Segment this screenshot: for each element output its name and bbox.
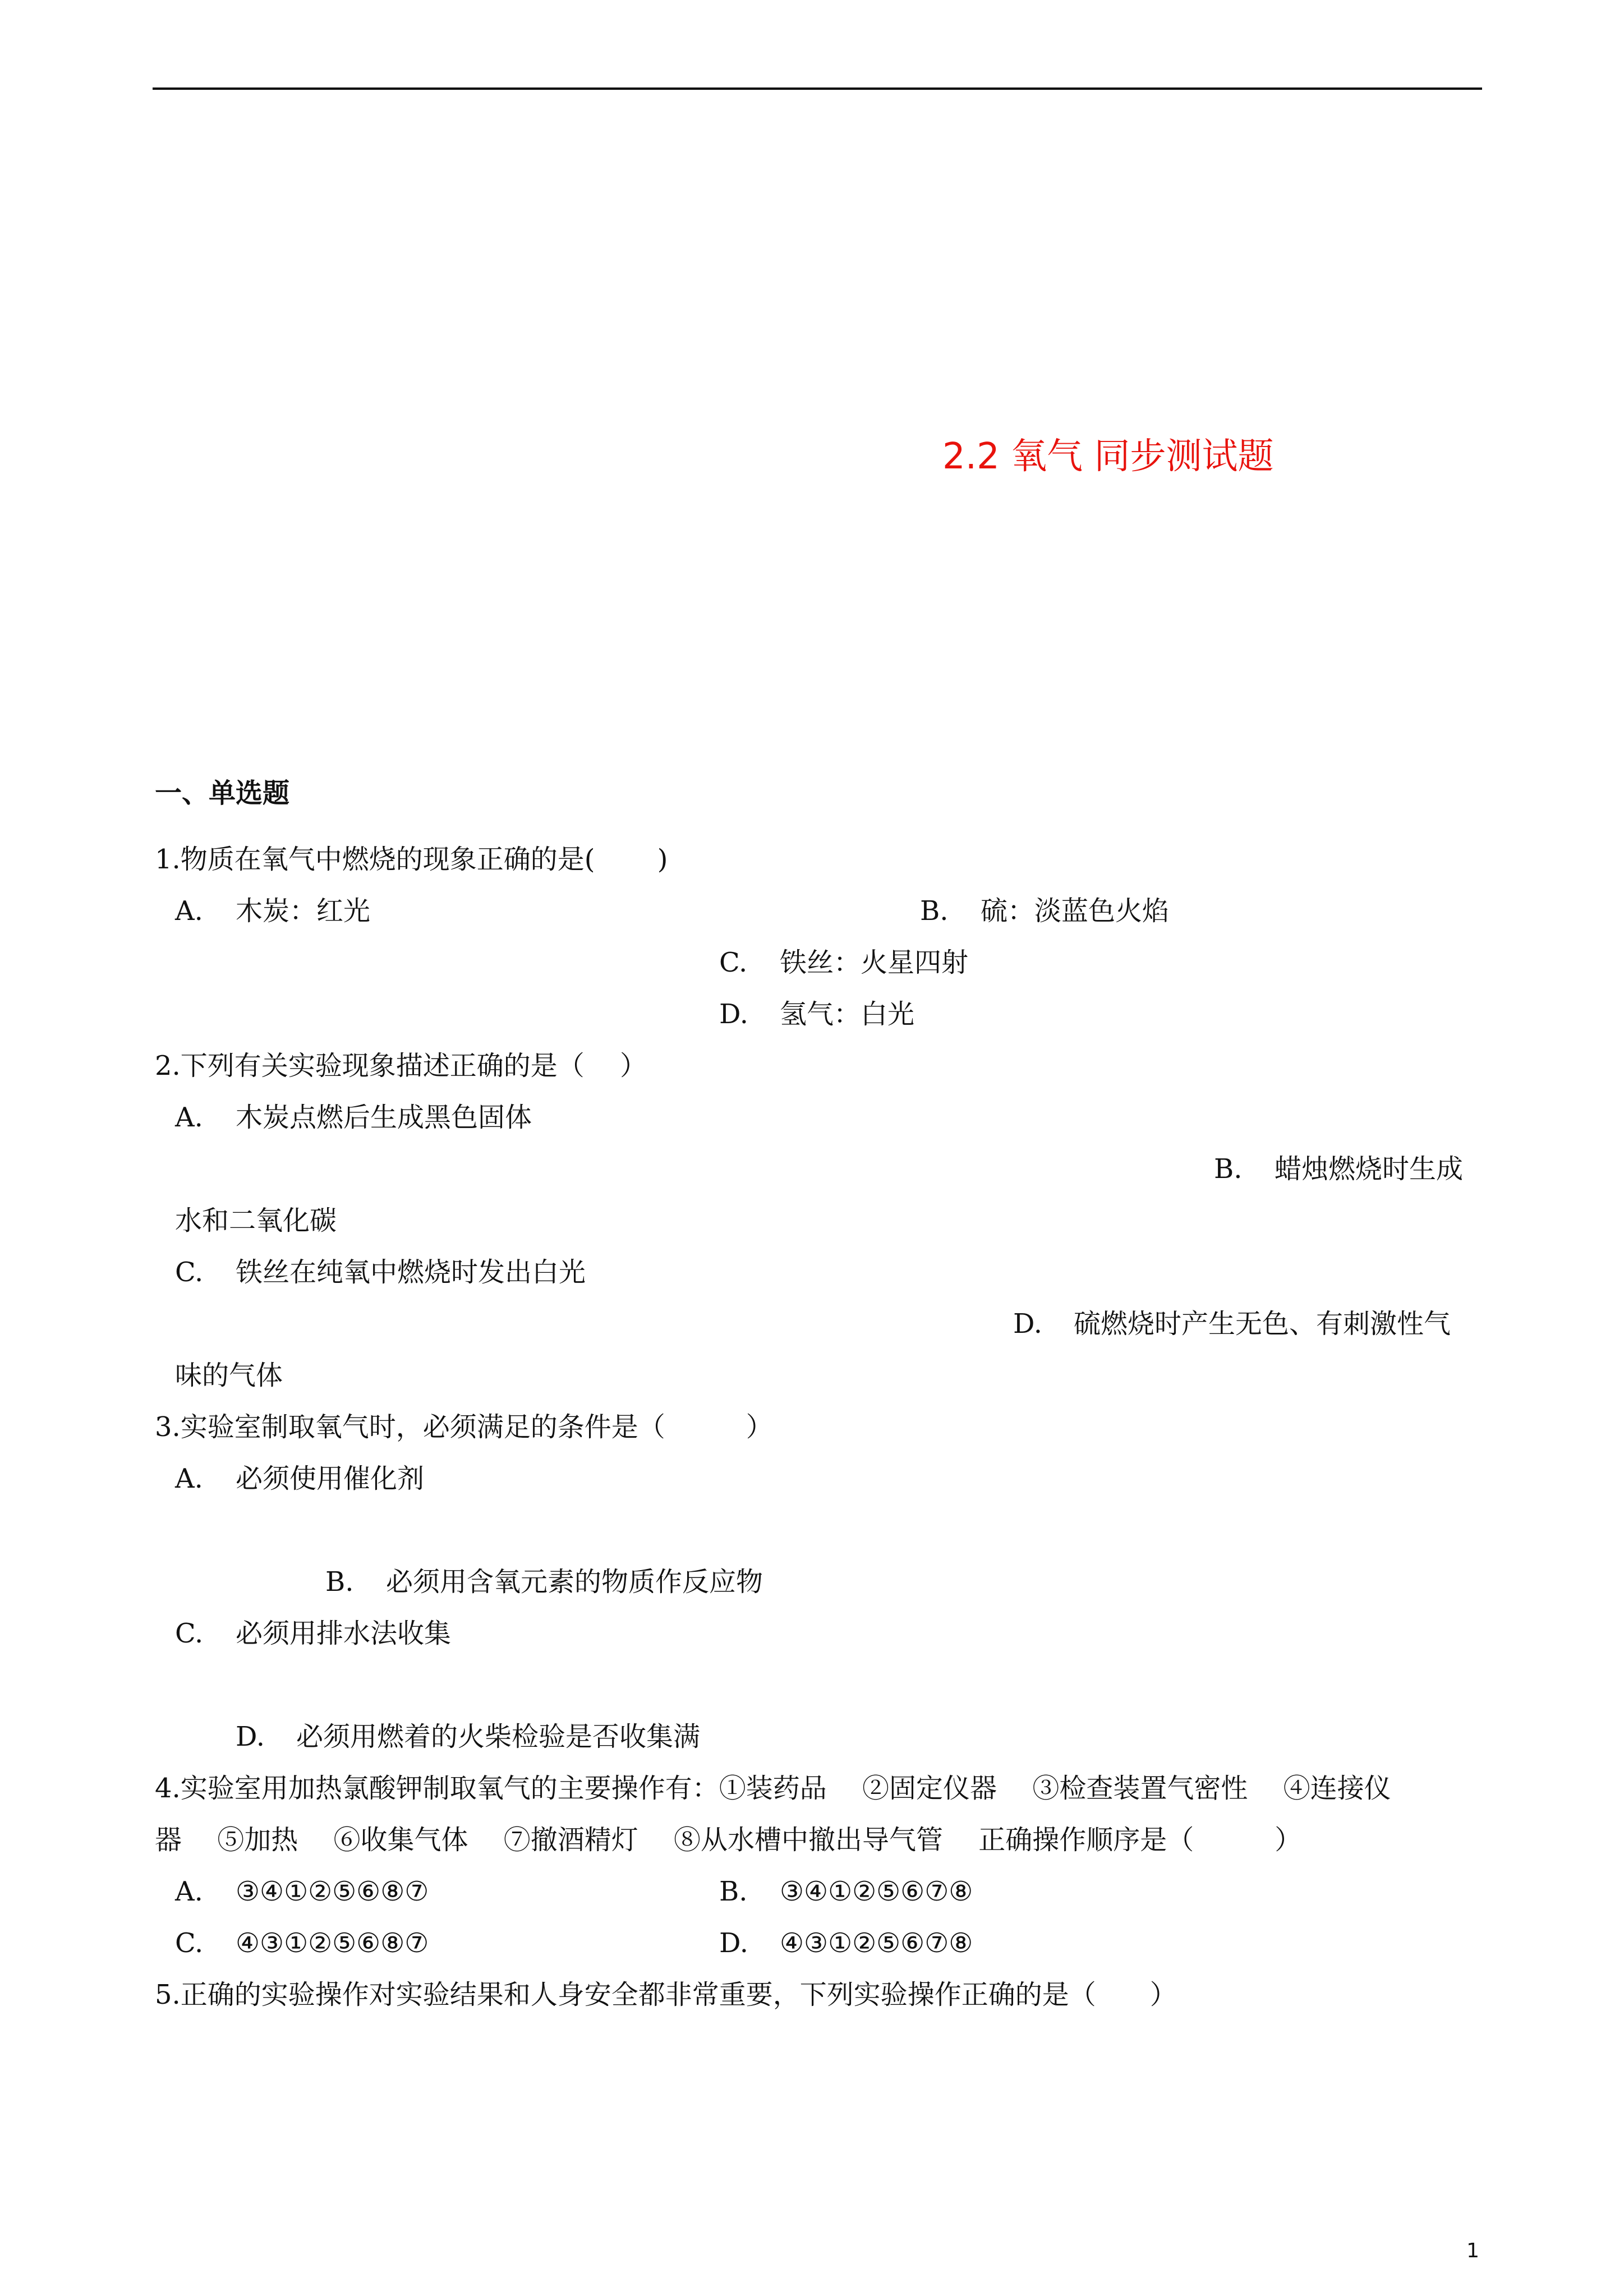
option-text: 必须用燃着的火柴检验是否收集满: [296, 1721, 701, 1752]
question-1-option-d: [719, 997, 914, 1031]
question-3-stem: 3.实验室制取氧气时，必须满足的条件是（ ）: [155, 1411, 773, 1443]
option-text: 必须用排水法收集: [236, 1618, 452, 1649]
question-2-option-a: [175, 1101, 532, 1134]
option-text: 木炭：红光: [236, 895, 371, 927]
option-letter: C.: [719, 947, 748, 978]
page-title: 2.2 氧气 同步测试题: [942, 436, 1274, 477]
question-1-option-b: [920, 894, 1169, 928]
question-3-option-b: [325, 1565, 763, 1599]
option-text: 必须用含氧元素的物质作反应物: [386, 1566, 763, 1598]
option-letter: D.: [719, 1927, 749, 1959]
question-2-option-c: [175, 1255, 586, 1289]
question-3-option-c: [175, 1617, 451, 1650]
question-4-stem-line-2: 器 ⑤加热 ⑥收集气体 ⑦撤酒精灯 ⑧从水槽中撤出导气管 正确操作顺序是（ ）: [155, 1824, 1302, 1856]
question-4-option-b: [719, 1875, 973, 1908]
page-number: 1: [1466, 2239, 1479, 2262]
header-rule: [153, 88, 1482, 90]
option-letter: B.: [719, 1876, 748, 1907]
option-letter: A.: [175, 895, 203, 927]
question-3-option-d: [236, 1720, 700, 1754]
question-2-option-d: [1013, 1307, 1451, 1341]
option-text: 铁丝：火星四射: [780, 947, 969, 978]
option-text: ④③①②⑤⑥⑦⑧: [780, 1927, 973, 1959]
question-2-option-d-continued: 味的气体: [175, 1360, 283, 1391]
option-text: 铁丝在纯氧中燃烧时发出白光: [236, 1257, 586, 1288]
section-heading: 一、单选题: [155, 777, 290, 809]
option-letter: D.: [1013, 1308, 1043, 1340]
option-letter: B.: [1214, 1153, 1243, 1185]
option-letter: D.: [236, 1721, 265, 1752]
option-letter: A.: [175, 1876, 203, 1907]
option-text: 木炭点燃后生成黑色固体: [236, 1102, 532, 1133]
option-text: 氢气：白光: [780, 999, 915, 1030]
option-text: ③④①②⑤⑥⑦⑧: [780, 1876, 973, 1907]
question-2-option-b-continued: 水和二氧化碳: [175, 1205, 337, 1236]
option-text: 蜡烛燃烧时生成: [1275, 1153, 1464, 1185]
option-letter: C.: [175, 1927, 204, 1959]
option-letter: B.: [325, 1566, 354, 1598]
question-1-stem: 1.物质在氧气中燃烧的现象正确的是( ): [155, 844, 668, 875]
option-text: ④③①②⑤⑥⑧⑦: [236, 1927, 429, 1959]
question-4-option-c: [175, 1926, 429, 1960]
option-letter: B.: [920, 895, 949, 927]
option-text: ③④①②⑤⑥⑧⑦: [236, 1876, 429, 1907]
option-letter: A.: [175, 1463, 203, 1494]
option-letter: C.: [175, 1618, 204, 1649]
question-1-option-c: [719, 946, 968, 979]
question-4-option-d: [719, 1926, 973, 1960]
option-letter: A.: [175, 1102, 203, 1133]
question-4-stem-line-1: 4.实验室用加热氯酸钾制取氧气的主要操作有：①装药品 ②固定仪器 ③检查装置气密性 ④连接仪: [155, 1773, 1391, 1804]
option-letter: D.: [719, 999, 749, 1030]
option-text: 硫：淡蓝色火焰: [981, 895, 1170, 927]
question-2-option-b: [1214, 1152, 1463, 1186]
question-2-stem: 2.下列有关实验现象描述正确的是（ ）: [155, 1050, 647, 1082]
option-text: 硫燃烧时产生无色、有刺激性气: [1074, 1308, 1451, 1340]
option-text: 必须使用催化剂: [236, 1463, 425, 1494]
question-3-option-a: [175, 1462, 424, 1496]
question-1-option-a: [175, 894, 370, 928]
question-4-option-a: [175, 1875, 429, 1908]
option-letter: C.: [175, 1257, 204, 1288]
question-5-stem: 5.正确的实验操作对实验结果和人身安全都非常重要，下列实验操作正确的是（ ）: [155, 1979, 1177, 2010]
